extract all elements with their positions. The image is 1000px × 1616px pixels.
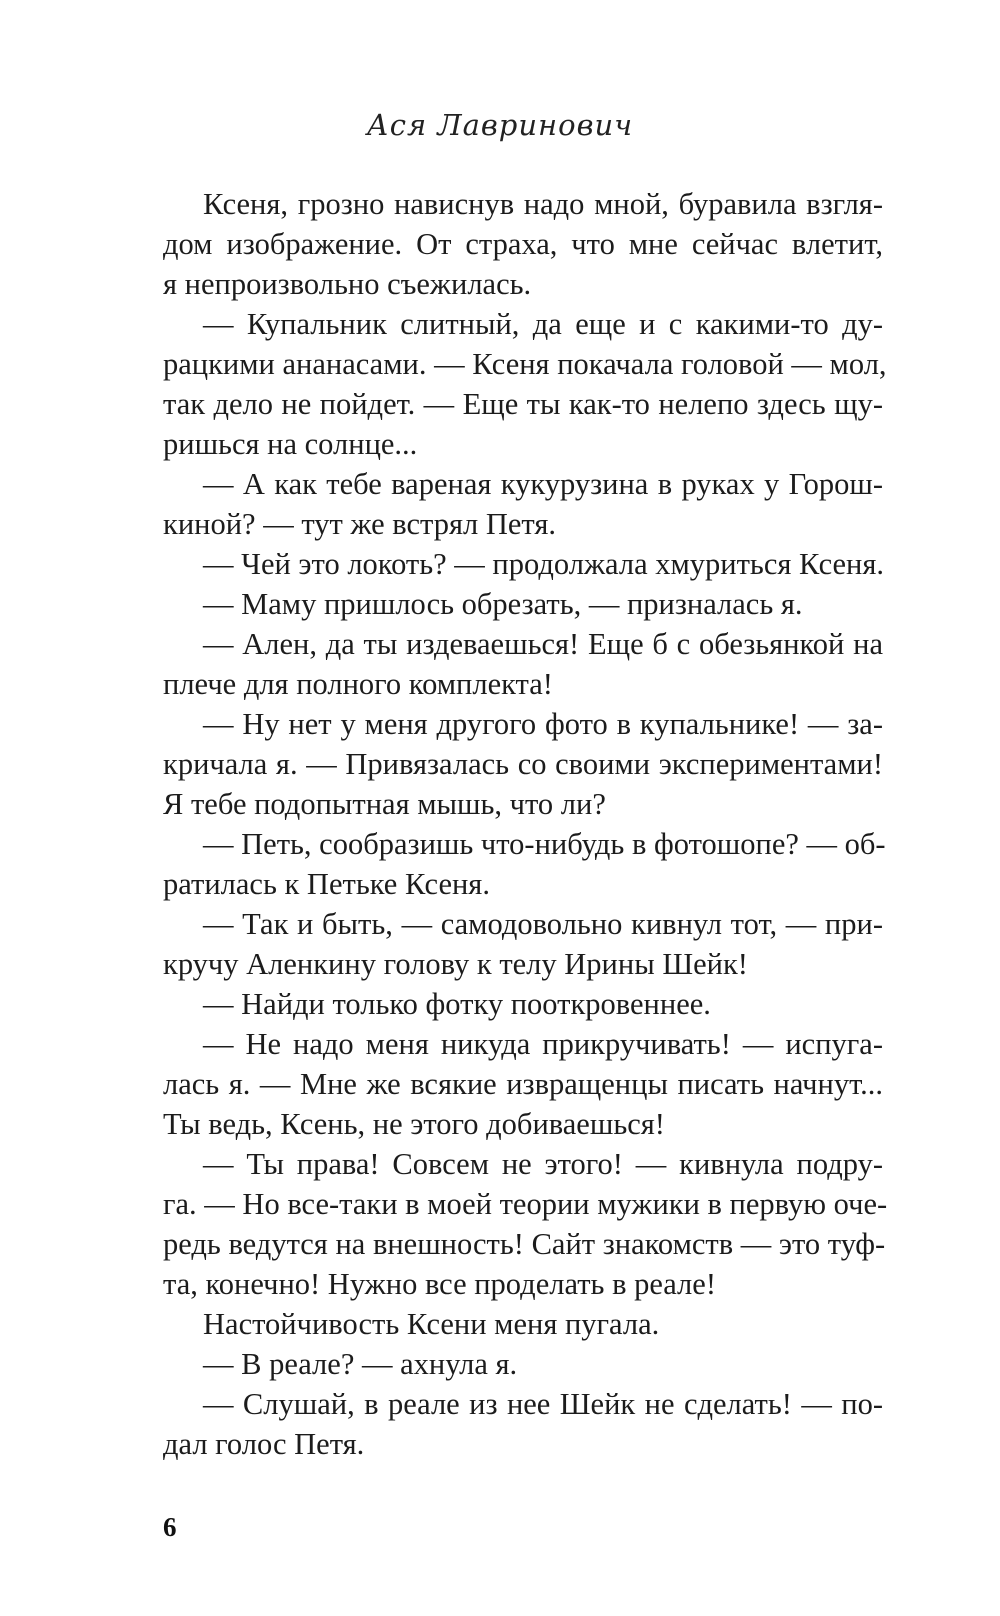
running-head-author: Ася Лавринович [366, 108, 634, 142]
text-line: — Петь, сообразишь что-нибудь в фотошопе? — об- [203, 827, 886, 861]
text-line: дал голос Петя. [163, 1427, 365, 1461]
text-line: Я тебе подопытная мышь, что ли? [163, 787, 606, 821]
text-line: так дело не пойдет. — Еще ты как-то нелепо здесь щу- [163, 387, 883, 421]
text-line: дом изображение. От страха, что мне сейчас влетит, [163, 227, 883, 261]
text-line: — Купальник слитный, да еще и с какими-то ду- [203, 307, 883, 341]
text-line: кручу Аленкину голову к телу Ирины Шейк! [163, 947, 748, 981]
text-line: Ксеня, грозно нависнув надо мной, буравила взгля- [203, 187, 883, 221]
text-line: я непроизвольно съежилась. [163, 267, 532, 301]
body-text [163, 184, 888, 1464]
page-number: 6 [163, 1512, 177, 1542]
text-line: кричала я. — Привязалась со своими экспериментами! [163, 747, 883, 781]
text-line: — Чей это локоть? — продолжала хмуриться Ксеня. [203, 547, 885, 581]
text-line: — Ален, да ты издеваешься! Еще б с обезьянкой на [203, 627, 883, 661]
text-line: киной? — тут же встрял Петя. [163, 507, 557, 541]
text-line: лась я. — Мне же всякие извращенцы писать начнут... [163, 1067, 883, 1101]
text-line: ришься на солнце... [163, 427, 418, 461]
text-line: — А как тебе вареная кукурузина в руках у Горош- [203, 467, 883, 501]
text-line: — Ну нет у меня другого фото в купальнике! — за- [203, 707, 883, 741]
text-line: — Маму пришлось обрезать, — призналась я. [203, 587, 803, 621]
text-line: Ты ведь, Ксень, не этого добиваешься! [163, 1107, 665, 1141]
text-line: — Ты права! Совсем не этого! — кивнула подру- [203, 1147, 883, 1181]
text-line: — Так и быть, — самодовольно кивнул тот, — при- [203, 907, 883, 941]
text-line: Настойчивость Ксени меня пугала. [203, 1307, 660, 1341]
text-line: — В реале? — ахнула я. [203, 1347, 518, 1381]
text-line: — Найди только фотку пооткровеннее. [203, 987, 711, 1021]
text-line: та, конечно! Нужно все проделать в реале! [163, 1267, 716, 1301]
text-line: ратилась к Петьке Ксеня. [163, 867, 490, 901]
text-line: — Не надо меня никуда прикручивать! — испуга- [203, 1027, 883, 1061]
text-line: — Слушай, в реале из нее Шейк не сделать! — по- [203, 1387, 883, 1421]
text-line: плече для полного комплекта! [163, 667, 553, 701]
text-line: рацкими ананасами. — Ксеня покачала головой — мол, [163, 347, 887, 381]
text-line: редь ведутся на внешность! Сайт знакомств — это туф- [163, 1227, 886, 1261]
text-line: га. — Но все-таки в моей теории мужики в первую оче- [163, 1187, 888, 1221]
